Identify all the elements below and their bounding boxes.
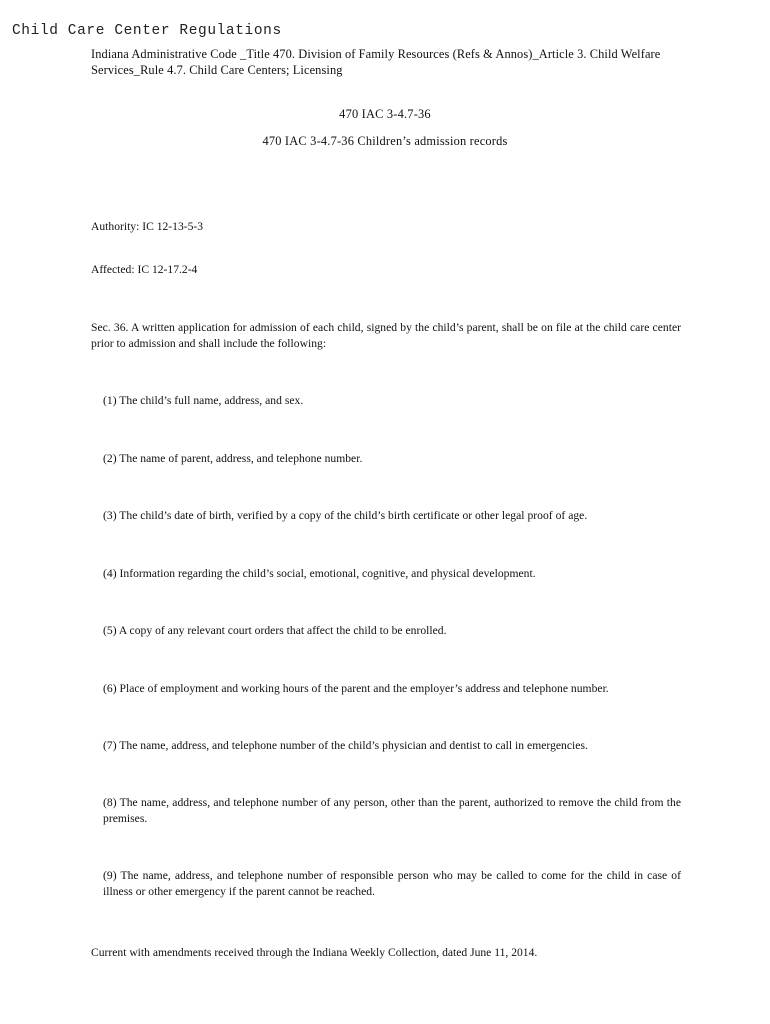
section-number: 470 IAC 3-4.7-36	[339, 107, 431, 121]
requirement-item-5: (5) A copy of any relevant court orders that affect the child to be enrolled.	[103, 624, 447, 637]
requirement-item-1: (1) The child’s full name, address, and sex.	[103, 394, 304, 407]
requirement-item-8: (8) The name, address, and telephone number of any person, other than the parent, authorized to remove the child from the premises.	[103, 796, 681, 825]
requirement-item-6: (6) Place of employment and working hours of the parent and the employer’s address and telephone number.	[103, 682, 609, 695]
currency-note: Current with amendments received through the Indiana Weekly Collection, dated June 11, 2014.	[91, 946, 538, 959]
requirement-item-7: (7) The name, address, and telephone number of the child’s physician and dentist to call in emergencies.	[103, 739, 588, 752]
section-title: 470 IAC 3-4.7-36 Children’s admission records	[262, 134, 508, 148]
affected-line: Affected: IC 12-17.2-4	[91, 263, 198, 276]
authority-line: Authority: IC 12-13-5-3	[91, 220, 204, 233]
document-header-title: Child Care Center Regulations	[12, 23, 282, 39]
requirement-item-9: (9) The name, address, and telephone number of responsible person who may be called to come for the child in case of illness or other emergency if the parent cannot be reached.	[103, 869, 681, 898]
requirement-item-2: (2) The name of parent, address, and telephone number.	[103, 452, 363, 465]
code-citation: Indiana Administrative Code _Title 470. Division of Family Resources (Refs & Annos)_Article 3. Child Welfare Services_Rule 4.7. Child Care Centers; Licensing	[91, 47, 661, 77]
section-intro-paragraph: Sec. 36. A written application for admission of each child, signed by the child’s parent, shall be on file at the child care center prior to admission and shall include the following:	[91, 321, 681, 350]
requirement-item-3: (3) The child’s date of birth, verified by a copy of the child’s birth certificate or other legal proof of age.	[103, 509, 588, 522]
requirement-item-4: (4) Information regarding the child’s social, emotional, cognitive, and physical development.	[103, 567, 536, 580]
